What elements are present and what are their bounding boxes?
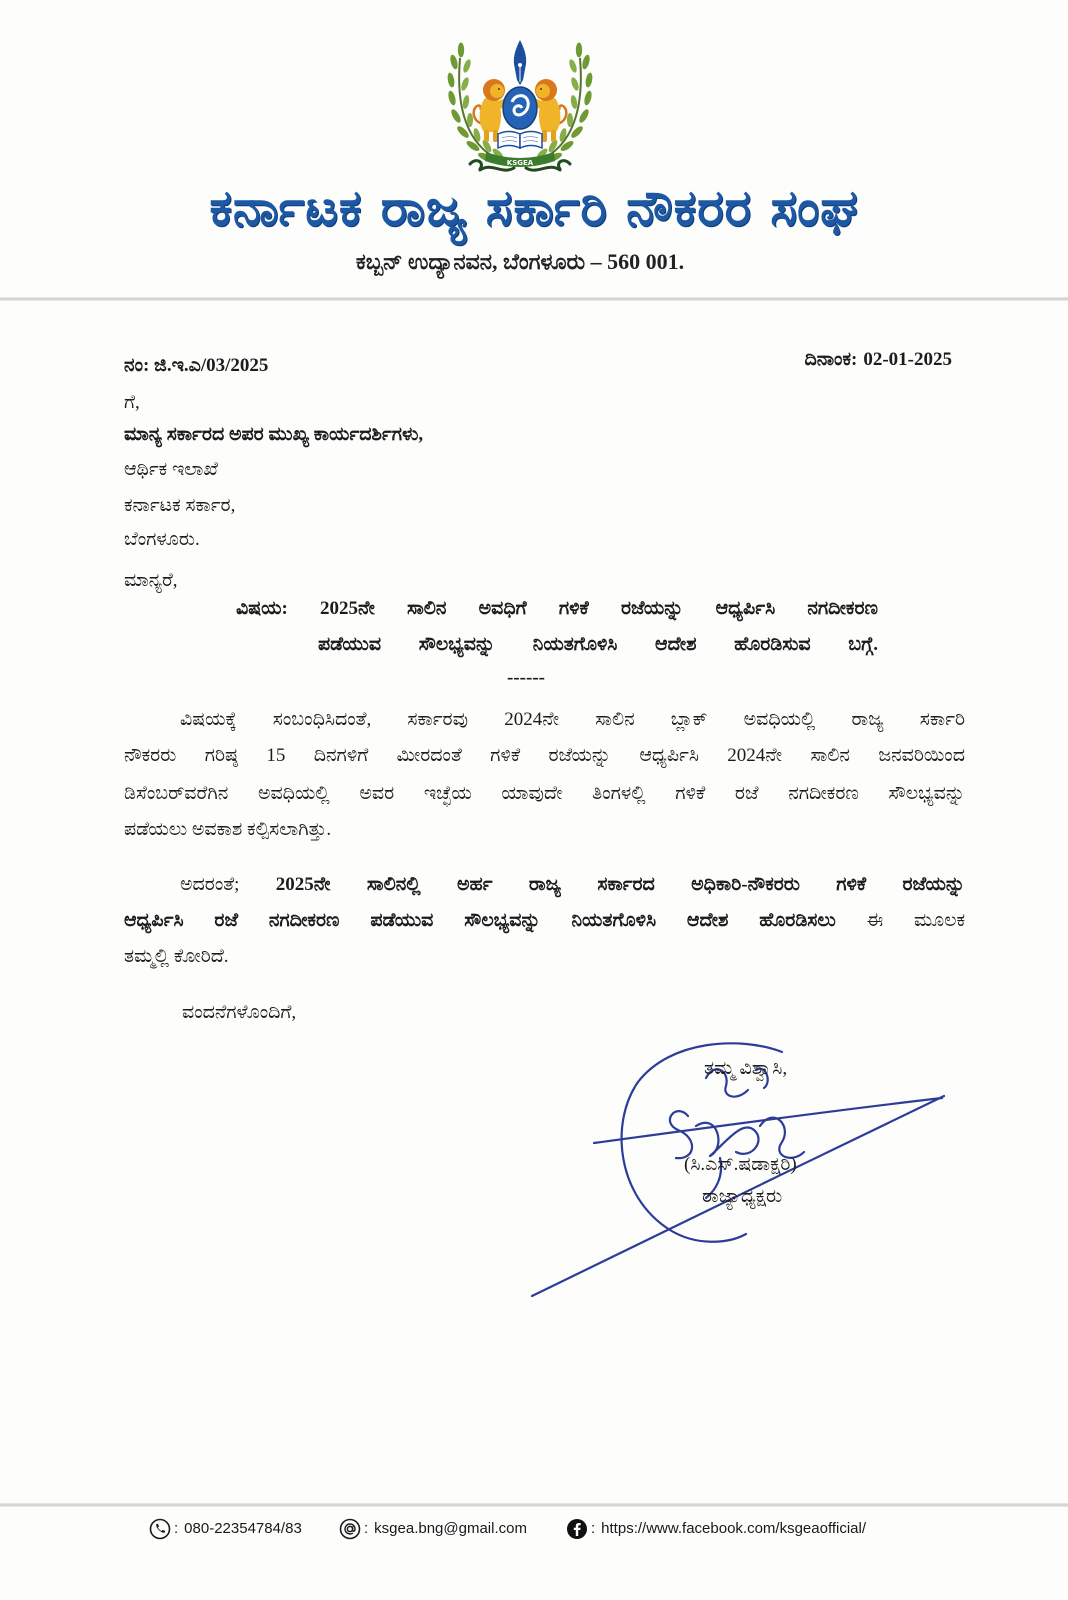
footer-phone bbox=[174, 1517, 334, 1541]
footer-separator: : bbox=[174, 1520, 179, 1537]
recipient-line: ಆರ್ಥಿಕ ಇಲಾಖೆ bbox=[124, 459, 218, 480]
phone-number: 080-22354784/83 bbox=[184, 1520, 302, 1537]
paragraph-1-line: ಪಡೆಯಲು ಅವಕಾಶ ಕಲ್ಪಿಸಲಾಗಿತ್ತು. bbox=[124, 819, 332, 840]
addressee-prefix: ಗೆ, bbox=[124, 392, 140, 413]
organization-address: ಕಬ್ಬನ್ ಉದ್ಯಾನವನ, ಬೆಂಗಳೂರು – 560 001. bbox=[355, 249, 685, 274]
paragraph-1-line: ನೌಕರರು ಗರಿಷ್ಠ 15 ದಿನಗಳಿಗೆ ಮೀರದಂತೆ ಗಳಿಕೆ ರಜೆಯನ್ನು ಆಧ್ಯರ್ಪಿಸಿ 2024ನೇ ಸಾಲಿನ ಜನವರಿಯಿಂದ bbox=[124, 745, 965, 766]
reference-number: ನಂ: ಜಿ.ಇ.ಎ/03/2025 bbox=[124, 355, 269, 376]
recipient-line: ಮಾನ್ಯ ಸರ್ಕಾರದ ಅಪರ ಮುಖ್ಯ ಕಾರ್ಯದರ್ಶಿಗಳು, bbox=[124, 424, 424, 445]
pen-nib-icon bbox=[514, 40, 526, 85]
subject-underline: ------ bbox=[507, 667, 545, 688]
paragraph-1-line: ವಿಷಯಕ್ಕೆ ಸಂಬಂಧಿಸಿದಂತೆ, ಸರ್ಕಾರವು 2024ನೇ ಸಾಲಿನ ಬ್ಲಾಕ್ ಅವಧಿಯಲ್ಲಿ ರಾಜ್ಯ ಸರ್ಕಾರಿ bbox=[180, 709, 965, 730]
recipient-line: ಬೆಂಗಳೂರು. bbox=[124, 529, 200, 550]
organization-emblem bbox=[440, 36, 600, 176]
letter-date bbox=[652, 348, 952, 372]
footer-divider bbox=[0, 1503, 1068, 1507]
phone-icon bbox=[149, 1518, 171, 1540]
footer-email bbox=[364, 1517, 559, 1541]
open-book-icon bbox=[498, 132, 542, 149]
signoff: ತಮ್ಮ ವಿಶ್ವಾಸಿ, bbox=[704, 1058, 788, 1079]
paragraph-2-tail: ಈ ಮೂಲಕ bbox=[835, 910, 965, 931]
central-shield bbox=[503, 87, 537, 129]
recipient-line: ಕರ್ನಾಟಕ ಸರ್ಕಾರ, bbox=[124, 495, 236, 516]
footer-separator: : bbox=[591, 1520, 596, 1537]
paragraph-2-bold-text: 2025ನೇ ಸಾಲಿನಲ್ಲಿ ಅರ್ಹ ರಾಜ್ಯ ಸರ್ಕಾರದ ಅಧಿಕಾರಿ-ನೌಕರರು ಗಳಿಕೆ ರಜೆಯನ್ನು bbox=[275, 874, 965, 895]
footer-separator: : bbox=[364, 1520, 369, 1537]
subject-line: ವಿಷಯ: 2025ನೇ ಸಾಲಿನ ಅವಧಿಗೆ ಗಳಿಕೆ ರಜೆಯನ್ನು ಆಧ್ಯರ್ಪಿಸಿ ನಗದೀಕರಣ bbox=[236, 598, 878, 619]
emblem-ribbon-text: KSGEA bbox=[506, 159, 534, 167]
facebook-icon bbox=[566, 1518, 588, 1540]
organization-name: ಕರ್ನಾಟಕ ರಾಜ್ಯ ಸರ್ಕಾರಿ ನೌಕರರ ಸಂಘ bbox=[209, 179, 859, 237]
paragraph-2-line bbox=[124, 909, 965, 933]
email-address: ksgea.bng@gmail.com bbox=[374, 1520, 527, 1537]
header-divider bbox=[0, 297, 1068, 301]
signatory-name: (ಸಿ.ಎಸ್.ಷಡಾಕ್ಷರಿ) bbox=[684, 1154, 797, 1175]
date-label: ದಿನಾಂಕ: bbox=[804, 349, 858, 370]
signatory-designation: ರಾಜ್ಯಾಧ್ಯಕ್ಷರು bbox=[702, 1186, 783, 1207]
paragraph-2-bold-text: ಆಧ್ಯರ್ಪಿಸಿ ರಜೆ ನಗದೀಕರಣ ಪಡೆಯುವ ಸೌಲಭ್ಯವನ್ನು ನಿಯತಗೊಳಿಸಿ ಆದೇಶ ಹೊರಡಿಸಲು bbox=[124, 910, 836, 931]
footer-facebook bbox=[591, 1517, 931, 1541]
paragraph-2-line: ತಮ್ಮಲ್ಲಿ ಕೋರಿದೆ. bbox=[124, 946, 229, 967]
salutation: ಮಾನ್ಯರೆ, bbox=[124, 570, 178, 591]
paragraph-2-lead: ಅದರಂತೆ; bbox=[180, 874, 276, 895]
subject-line: ಪಡೆಯುವ ಸೌಲಭ್ಯವನ್ನು ನಿಯತಗೊಳಿಸಿ ಆದೇಶ ಹೊರಡಿಸುವ ಬಗ್ಗೆ. bbox=[318, 634, 878, 655]
facebook-url: https://www.facebook.com/ksgeaofficial/ bbox=[601, 1520, 867, 1537]
closing: ವಂದನೆಗಳೊಂದಿಗೆ, bbox=[182, 1002, 297, 1023]
date-value: 02-01-2025 bbox=[863, 349, 952, 370]
paragraph-2-line bbox=[180, 873, 965, 897]
email-icon bbox=[339, 1518, 361, 1540]
paragraph-1-line: ಡಿಸೆಂಬರ್‌ವರೆಗಿನ ಅವಧಿಯಲ್ಲಿ ಅವರ ಇಚ್ಛೆಯ ಯಾವುದೇ ತಿಂಗಳಲ್ಲಿ ಗಳಿಕೆ ರಜೆ ನಗದೀಕರಣ ಸೌಲಭ್ಯವನ್ನು bbox=[124, 783, 965, 804]
